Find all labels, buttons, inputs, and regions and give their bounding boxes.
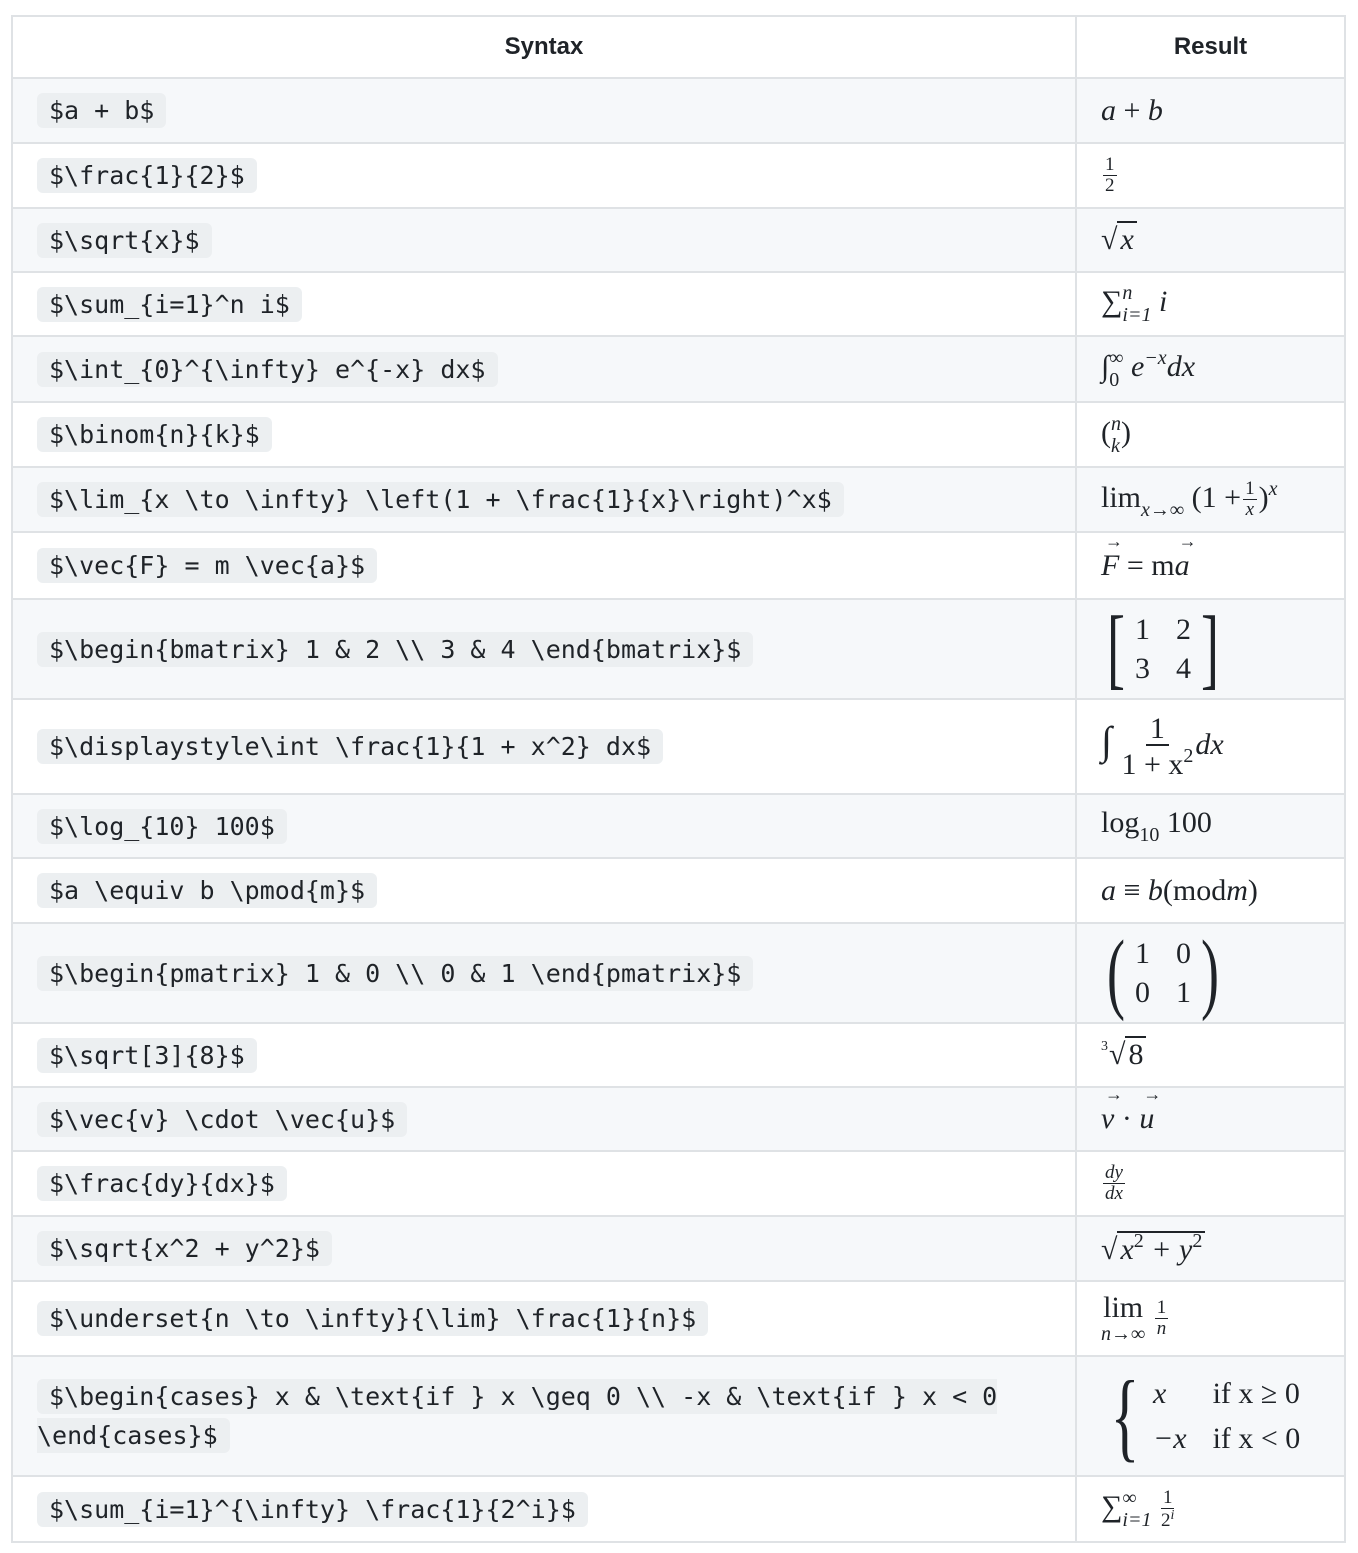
result-math: √ x [1076,208,1345,272]
table-row [12,1216,1345,1281]
result-math: [ 1 2 3 4 ] [1076,599,1345,699]
syntax-code: $\log_{10} 100$ [37,809,287,844]
result-math: ( n k ) [1076,402,1345,467]
result-column-header: Result [1076,16,1345,78]
syntax-code: $\sum_{i=1}^n i$ [37,287,302,322]
result-math: a ≡ b(modm) [1076,858,1345,923]
table-row [12,208,1345,272]
syntax-code: $\displaystyle\int \frac{1}{1 + x^2} dx$ [37,729,663,764]
table-row [12,402,1345,467]
table-row [12,143,1345,208]
result-math: $\frac{dy}{dx}$ [1076,1151,1345,1216]
table-row [12,1023,1345,1087]
table-row [12,923,1345,1023]
syntax-code: $\vec{v} \cdot \vec{u}$ [37,1102,407,1137]
result-math: ∫ $\frac{1}{1 + x^2}$ dx [1076,699,1345,794]
result-math: $\log_{10} 100$ [1076,794,1345,858]
result-math: ∑ ∞ i=1 $\frac{1}{2^i}$ [1076,1476,1345,1542]
table-row [12,1281,1345,1356]
table-row [12,532,1345,599]
result-math: √ $x^2 + y^2$ [1076,1216,1345,1281]
syntax-code: $a \equiv b \pmod{m}$ [37,873,377,908]
result-math: $\frac{1}{2}$ [1076,143,1345,208]
syntax-code: $\sum_{i=1}^{\infty} \frac{1}{2^i}$ [37,1492,588,1527]
table-row [12,1476,1345,1542]
result-math: a + b [1076,78,1345,143]
result-math: ( 1 0 0 1 ) [1076,923,1345,1023]
table-row [12,1087,1345,1151]
syntax-code: $a + b$ [37,93,166,128]
syntax-code: $\begin{pmatrix} 1 & 0 \\ 0 & 1 \end{pmatrix}$ [37,956,753,991]
table-row [12,858,1345,923]
syntax-code: $\begin{cases} x & \text{if } x \geq 0 \\ -x & \text{if } x < 0 \end{cases}$ [37,1379,997,1453]
result-math: lim n→∞ $\frac{1}{n}$ [1076,1281,1345,1356]
table-row [12,78,1345,143]
syntax-code: $\frac{1}{2}$ [37,158,257,193]
result-math: ∑ n i=1 i [1076,272,1345,336]
table-header-row [12,16,1345,78]
table-row [12,272,1345,336]
syntax-code: $\sqrt{x}$ [37,223,212,258]
syntax-code: $\int_{0}^{\infty} e^{-x} dx$ [37,352,498,387]
result-math: → F = m→ a [1076,532,1345,599]
table-row [12,699,1345,794]
syntax-code: $\frac{dy}{dx}$ [37,1166,287,1201]
syntax-code: $\underset{n \to \infty}{\lim} \frac{1}{n}$ [37,1301,708,1336]
table-row [12,1356,1345,1476]
table-row [12,794,1345,858]
table-row [12,599,1345,699]
syntax-code: $\sqrt[3]{8}$ [37,1038,257,1073]
result-math: $^3$√ 8 [1076,1023,1345,1087]
syntax-column-header: Syntax [12,16,1076,78]
syntax-code: $\lim_{x \to \infty} \left(1 + \frac{1}{x}\right)^x$ [37,482,844,517]
table-row [12,1151,1345,1216]
syntax-code: $\sqrt{x^2 + y^2}$ [37,1231,332,1266]
syntax-code: $\binom{n}{k}$ [37,417,272,452]
result-math: $\lim_{x\to\infty} (1$ + $\frac{1}{x}$ )$^x$ [1076,467,1345,532]
result-math: → v · → u [1076,1087,1345,1151]
table-row [12,467,1345,532]
result-math: ∫ ∞ 0 $e^{-x}dx$ [1076,336,1345,402]
latex-syntax-table [11,15,1346,1543]
table-row [12,336,1345,402]
result-math: { x if x ≥ 0 −x if x < 0 [1076,1356,1345,1476]
syntax-code: $\begin{bmatrix} 1 & 2 \\ 3 & 4 \end{bmatrix}$ [37,632,753,667]
syntax-code: $\vec{F} = m \vec{a}$ [37,548,377,583]
